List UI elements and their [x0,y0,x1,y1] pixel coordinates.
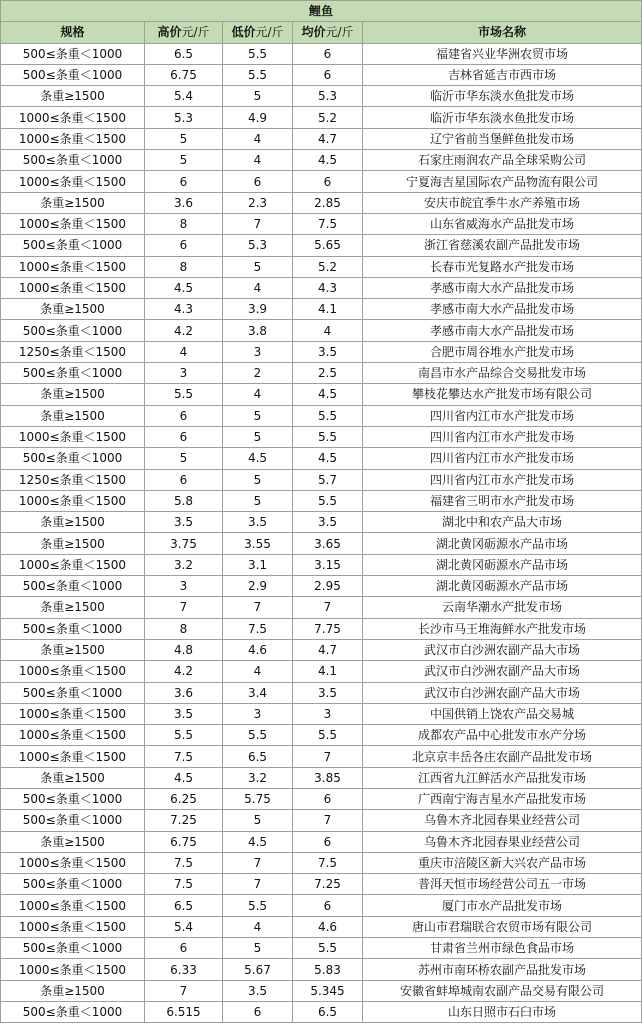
header-high [145,22,223,43]
table-row [1,661,642,682]
cell-low-price: 5.5 [223,43,293,64]
cell-avg-price: 7 [293,746,363,767]
cell-avg-price: 2.95 [293,576,363,597]
cell-low-price: 3.5 [223,512,293,533]
table-header-row [1,22,642,43]
cell-market-name: 临沂市华东淡水鱼批发市场 [363,107,642,128]
cell-low-price: 4.6 [223,639,293,660]
cell-market-name: 宁夏海吉星国际农产品物流有限公司 [363,171,642,192]
cell-high-price: 6.5 [145,895,223,916]
cell-spec: 1000≤条重＜1500 [1,895,145,916]
cell-market-name: 南昌市水产品综合交易批发市场 [363,363,642,384]
table-row [1,299,642,320]
table-row [1,277,642,298]
cell-avg-price: 5.2 [293,107,363,128]
cell-avg-price: 6 [293,831,363,852]
cell-high-price: 6 [145,469,223,490]
cell-market-name: 四川省内江市水产批发市场 [363,448,642,469]
table-row [1,64,642,85]
cell-high-price: 3.6 [145,192,223,213]
cell-low-price: 7 [223,852,293,873]
cell-avg-price: 5.5 [293,490,363,511]
cell-market-name: 江西省九江鲜活水产品批发市场 [363,767,642,788]
cell-spec: 500≤条重＜1000 [1,1001,145,1022]
cell-high-price: 5.3 [145,107,223,128]
cell-high-price: 7 [145,597,223,618]
cell-market-name: 成都农产品中心批发市水产分场 [363,725,642,746]
table-row [1,576,642,597]
cell-spec: 条重≥1500 [1,639,145,660]
table-row [1,86,642,107]
cell-high-price: 6.75 [145,64,223,85]
cell-market-name: 合肥市周谷堆水产批发市场 [363,341,642,362]
table-row [1,831,642,852]
cell-low-price: 2.3 [223,192,293,213]
cell-low-price: 7.5 [223,618,293,639]
cell-market-name: 福建省兴业华洲农贸市场 [363,43,642,64]
cell-high-price: 6.33 [145,959,223,980]
cell-spec: 500≤条重＜1000 [1,810,145,831]
cell-market-name: 乌鲁木齐北园春果业经营公司 [363,810,642,831]
table-row [1,171,642,192]
cell-high-price: 6 [145,171,223,192]
table-row [1,1001,642,1022]
cell-market-name: 普洱天恒市场经营公司五一市场 [363,874,642,895]
cell-spec: 500≤条重＜1000 [1,363,145,384]
cell-avg-price: 3.65 [293,533,363,554]
cell-market-name: 辽宁省前当堡鲜鱼批发市场 [363,128,642,149]
cell-market-name: 四川省内江市水产批发市场 [363,469,642,490]
table-title: 鲤鱼 [1,1,642,22]
cell-avg-price: 5.5 [293,725,363,746]
cell-spec: 条重≥1500 [1,512,145,533]
cell-avg-price: 4.7 [293,128,363,149]
cell-market-name: 山东省威海水产品批发市场 [363,213,642,234]
cell-high-price: 6 [145,405,223,426]
cell-avg-price: 3.15 [293,554,363,575]
cell-spec: 1000≤条重＜1500 [1,107,145,128]
table-row [1,469,642,490]
cell-avg-price: 7.5 [293,852,363,873]
cell-high-price: 3.2 [145,554,223,575]
cell-avg-price: 7.5 [293,213,363,234]
cell-low-price: 5 [223,86,293,107]
table-row [1,597,642,618]
cell-high-price: 3.5 [145,703,223,724]
cell-market-name: 石家庄雨润农产品全球采购公司 [363,150,642,171]
table-row [1,788,642,809]
cell-avg-price: 6 [293,43,363,64]
table-row [1,128,642,149]
table-row [1,767,642,788]
cell-spec: 1000≤条重＜1500 [1,426,145,447]
table-row [1,725,642,746]
cell-spec: 条重≥1500 [1,533,145,554]
header-spec: 规格 [1,22,145,43]
cell-market-name: 安庆市皖宜季牛水产养殖市场 [363,192,642,213]
table-row [1,384,642,405]
cell-avg-price: 6 [293,64,363,85]
cell-avg-price: 4.6 [293,916,363,937]
cell-avg-price: 6 [293,895,363,916]
cell-spec: 条重≥1500 [1,192,145,213]
table-row [1,959,642,980]
cell-low-price: 5 [223,426,293,447]
cell-spec: 500≤条重＜1000 [1,235,145,256]
cell-low-price: 6 [223,1001,293,1022]
cell-low-price: 2 [223,363,293,384]
table-row [1,874,642,895]
cell-spec: 500≤条重＜1000 [1,788,145,809]
cell-spec: 1000≤条重＜1500 [1,171,145,192]
cell-high-price: 5 [145,150,223,171]
cell-high-price: 4.5 [145,767,223,788]
table-row [1,618,642,639]
cell-market-name: 湖北黄冈砺源水产品市场 [363,576,642,597]
cell-avg-price: 5.5 [293,405,363,426]
cell-market-name: 吉林省延吉市西市场 [363,64,642,85]
cell-low-price: 3.9 [223,299,293,320]
table-row [1,363,642,384]
cell-high-price: 3 [145,363,223,384]
cell-high-price: 4.2 [145,320,223,341]
cell-spec: 条重≥1500 [1,597,145,618]
cell-avg-price: 7 [293,810,363,831]
cell-low-price: 4 [223,661,293,682]
cell-avg-price: 4.5 [293,384,363,405]
cell-spec: 1000≤条重＜1500 [1,277,145,298]
cell-spec: 1000≤条重＜1500 [1,128,145,149]
cell-market-name: 广西南宁海吉星水产品批发市场 [363,788,642,809]
cell-avg-price: 4.5 [293,150,363,171]
table-row [1,810,642,831]
cell-low-price: 5.5 [223,725,293,746]
cell-low-price: 5 [223,810,293,831]
cell-low-price: 3 [223,703,293,724]
cell-avg-price: 2.85 [293,192,363,213]
cell-low-price: 4 [223,916,293,937]
cell-avg-price: 5.3 [293,86,363,107]
cell-spec: 1000≤条重＜1500 [1,703,145,724]
cell-spec: 条重≥1500 [1,384,145,405]
header-avg [293,22,363,43]
cell-high-price: 7.5 [145,746,223,767]
cell-avg-price: 7 [293,597,363,618]
cell-market-name: 重庆市涪陵区新大兴农产品市场 [363,852,642,873]
cell-low-price: 6 [223,171,293,192]
cell-market-name: 武汉市白沙洲农副产品大市场 [363,639,642,660]
cell-spec: 1000≤条重＜1500 [1,213,145,234]
table-row [1,341,642,362]
cell-avg-price: 3.5 [293,512,363,533]
cell-low-price: 2.9 [223,576,293,597]
cell-spec: 1250≤条重＜1500 [1,341,145,362]
cell-low-price: 7 [223,874,293,895]
header-high-label: 高价 [157,25,182,40]
cell-low-price: 5.75 [223,788,293,809]
table-row [1,150,642,171]
cell-low-price: 4 [223,384,293,405]
cell-market-name: 甘肃省兰州市绿色食品市场 [363,938,642,959]
cell-spec: 1250≤条重＜1500 [1,469,145,490]
cell-low-price: 3.2 [223,767,293,788]
cell-high-price: 5.4 [145,916,223,937]
cell-spec: 500≤条重＜1000 [1,64,145,85]
cell-spec: 1000≤条重＜1500 [1,554,145,575]
header-market: 市场名称 [363,22,642,43]
cell-spec: 500≤条重＜1000 [1,938,145,959]
table-row [1,405,642,426]
cell-spec: 500≤条重＜1000 [1,618,145,639]
table-row [1,916,642,937]
table-row [1,852,642,873]
table-row [1,448,642,469]
cell-spec: 1000≤条重＜1500 [1,725,145,746]
cell-avg-price: 4.3 [293,277,363,298]
cell-spec: 条重≥1500 [1,405,145,426]
cell-market-name: 唐山市君瑞联合农贸市场有限公司 [363,916,642,937]
table-row [1,426,642,447]
cell-high-price: 3.5 [145,512,223,533]
cell-avg-price: 4 [293,320,363,341]
table-row [1,980,642,1001]
cell-market-name: 孝感市南大水产品批发市场 [363,320,642,341]
cell-market-name: 苏州市南环桥农副产品批发市场 [363,959,642,980]
cell-high-price: 5 [145,128,223,149]
cell-high-price: 7.25 [145,810,223,831]
cell-high-price: 6.5 [145,43,223,64]
cell-market-name: 四川省内江市水产批发市场 [363,426,642,447]
cell-low-price: 5.5 [223,895,293,916]
cell-avg-price: 3.5 [293,341,363,362]
cell-market-name: 武汉市白沙洲农副产品大市场 [363,661,642,682]
cell-low-price: 4.9 [223,107,293,128]
cell-high-price: 6 [145,235,223,256]
cell-spec: 条重≥1500 [1,980,145,1001]
cell-low-price: 4.5 [223,831,293,852]
cell-spec: 1000≤条重＜1500 [1,852,145,873]
cell-spec: 条重≥1500 [1,86,145,107]
cell-low-price: 3 [223,341,293,362]
cell-avg-price: 5.5 [293,938,363,959]
cell-spec: 500≤条重＜1000 [1,682,145,703]
cell-avg-price: 3.5 [293,682,363,703]
cell-low-price: 5 [223,938,293,959]
cell-market-name: 武汉市白沙洲农副产品大市场 [363,682,642,703]
cell-high-price: 4.2 [145,661,223,682]
cell-market-name: 浙江省慈溪农副产品批发市场 [363,235,642,256]
cell-market-name: 安徽省蚌埠城南农副产品交易有限公司 [363,980,642,1001]
cell-spec: 1000≤条重＜1500 [1,746,145,767]
cell-market-name: 福建省三明市水产批发市场 [363,490,642,511]
header-low-unit: 元/斤 [255,25,284,40]
table-row [1,43,642,64]
cell-low-price: 5 [223,256,293,277]
header-high-unit: 元/斤 [181,25,210,40]
cell-high-price: 8 [145,256,223,277]
cell-low-price: 7 [223,213,293,234]
cell-avg-price: 6.5 [293,1001,363,1022]
cell-high-price: 4.5 [145,277,223,298]
cell-avg-price: 4.7 [293,639,363,660]
cell-high-price: 5 [145,448,223,469]
cell-market-name: 北京京丰岳各庄农副产品批发市场 [363,746,642,767]
cell-spec: 500≤条重＜1000 [1,150,145,171]
cell-low-price: 7 [223,597,293,618]
cell-low-price: 5.5 [223,64,293,85]
table-row [1,213,642,234]
cell-high-price: 8 [145,618,223,639]
table-row [1,682,642,703]
cell-avg-price: 4.5 [293,448,363,469]
cell-high-price: 5.5 [145,384,223,405]
cell-low-price: 3.55 [223,533,293,554]
cell-avg-price: 5.7 [293,469,363,490]
cell-avg-price: 5.65 [293,235,363,256]
cell-avg-price: 3.85 [293,767,363,788]
cell-high-price: 4.3 [145,299,223,320]
cell-high-price: 8 [145,213,223,234]
cell-spec: 500≤条重＜1000 [1,448,145,469]
cell-market-name: 攀枝花攀达水产批发市场有限公司 [363,384,642,405]
cell-high-price: 6.75 [145,831,223,852]
cell-high-price: 5.5 [145,725,223,746]
cell-low-price: 4 [223,150,293,171]
cell-low-price: 3.5 [223,980,293,1001]
cell-avg-price: 7.25 [293,874,363,895]
cell-spec: 500≤条重＜1000 [1,874,145,895]
header-avg-label: 均价 [301,25,326,40]
cell-high-price: 7 [145,980,223,1001]
cell-spec: 1000≤条重＜1500 [1,959,145,980]
cell-market-name: 云南华潮水产批发市场 [363,597,642,618]
table-row [1,512,642,533]
cell-high-price: 6.25 [145,788,223,809]
cell-high-price: 7.5 [145,852,223,873]
table-row [1,235,642,256]
cell-low-price: 6.5 [223,746,293,767]
cell-high-price: 5.8 [145,490,223,511]
cell-market-name: 湖北黄冈砺源水产品市场 [363,554,642,575]
cell-market-name: 湖北黄冈砺源水产品市场 [363,533,642,554]
cell-avg-price: 2.5 [293,363,363,384]
table-row [1,320,642,341]
table-row [1,192,642,213]
cell-avg-price: 5.2 [293,256,363,277]
table-row [1,107,642,128]
cell-low-price: 5.3 [223,235,293,256]
table-row [1,256,642,277]
cell-avg-price: 5.83 [293,959,363,980]
table-row [1,938,642,959]
cell-low-price: 3.1 [223,554,293,575]
cell-market-name: 中国供销上饶农产品交易城 [363,703,642,724]
cell-low-price: 4 [223,128,293,149]
cell-low-price: 4 [223,277,293,298]
cell-market-name: 孝感市南大水产品批发市场 [363,277,642,298]
cell-low-price: 5.67 [223,959,293,980]
cell-avg-price: 4.1 [293,299,363,320]
table-row [1,554,642,575]
table-row [1,746,642,767]
cell-spec: 1000≤条重＜1500 [1,490,145,511]
cell-avg-price: 5.345 [293,980,363,1001]
cell-avg-price: 6 [293,171,363,192]
cell-spec: 1000≤条重＜1500 [1,661,145,682]
cell-spec: 500≤条重＜1000 [1,43,145,64]
cell-spec: 条重≥1500 [1,767,145,788]
table-body [1,43,642,1023]
cell-high-price: 6 [145,938,223,959]
header-avg-unit: 元/斤 [325,25,354,40]
cell-avg-price: 4.1 [293,661,363,682]
cell-avg-price: 3 [293,703,363,724]
table-row [1,533,642,554]
cell-market-name: 乌鲁木齐北园春果业经营公司 [363,831,642,852]
header-low [223,22,293,43]
table-row [1,490,642,511]
cell-spec: 1000≤条重＜1500 [1,256,145,277]
header-low-label: 低价 [231,25,256,40]
cell-spec: 条重≥1500 [1,831,145,852]
cell-market-name: 长沙市马王堆海鲜水产批发市场 [363,618,642,639]
cell-market-name: 孝感市南大水产品批发市场 [363,299,642,320]
cell-low-price: 5 [223,405,293,426]
cell-high-price: 4.8 [145,639,223,660]
cell-spec: 500≤条重＜1000 [1,576,145,597]
table-row [1,703,642,724]
table-row [1,639,642,660]
cell-market-name: 临沂市华东淡水鱼批发市场 [363,86,642,107]
cell-low-price: 3.8 [223,320,293,341]
cell-spec: 1000≤条重＜1500 [1,916,145,937]
cell-market-name: 山东日照市石臼市场 [363,1001,642,1022]
cell-avg-price: 7.75 [293,618,363,639]
cell-high-price: 3.75 [145,533,223,554]
cell-market-name: 厦门市水产品批发市场 [363,895,642,916]
cell-avg-price: 6 [293,788,363,809]
cell-spec: 条重≥1500 [1,299,145,320]
cell-spec: 500≤条重＜1000 [1,320,145,341]
cell-low-price: 5 [223,490,293,511]
cell-market-name: 四川省内江市水产批发市场 [363,405,642,426]
cell-market-name: 长春市光复路水产批发市场 [363,256,642,277]
cell-high-price: 6.515 [145,1001,223,1022]
cell-high-price: 7.5 [145,874,223,895]
cell-low-price: 4.5 [223,448,293,469]
table-title-row [1,1,642,22]
cell-high-price: 3 [145,576,223,597]
cell-high-price: 5.4 [145,86,223,107]
cell-low-price: 5 [223,469,293,490]
cell-high-price: 6 [145,426,223,447]
cell-low-price: 3.4 [223,682,293,703]
cell-market-name: 湖北中和农产品大市场 [363,512,642,533]
table-row [1,895,642,916]
cell-high-price: 3.6 [145,682,223,703]
cell-avg-price: 5.5 [293,426,363,447]
cell-high-price: 4 [145,341,223,362]
